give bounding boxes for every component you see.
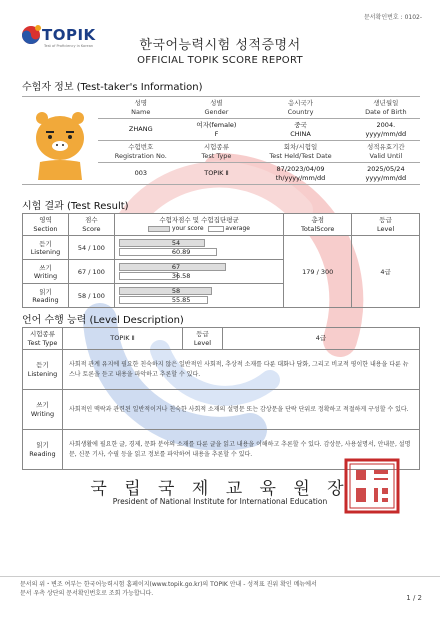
- bar-yours-fill: [120, 288, 211, 294]
- regno-header-ko: 수험번호: [128, 143, 154, 152]
- legend-label-yours: your score: [172, 225, 204, 233]
- section-title-result: 시험 결과 (Test Result): [22, 201, 129, 212]
- result-bars: [114, 284, 283, 308]
- validity-value: 2025/05/24 yyyy/mm/dd: [352, 163, 420, 185]
- level-value: 4급: [352, 236, 420, 308]
- gender-header-en: Gender: [204, 107, 229, 116]
- bar-yours-label: 67: [171, 263, 181, 271]
- regno-value: 003: [98, 163, 184, 185]
- title-english: OFFICIAL TOPIK SCORE REPORT: [137, 55, 303, 66]
- photo-cell: [22, 97, 98, 185]
- test-taker-info-table: [22, 96, 420, 185]
- bar-average-label: 36.58: [171, 272, 191, 280]
- level-area-description: 사회생활에 필요한 글, 경제, 문화 분야의 소재를 다룬 글을 읽고 내용을 이해하고 추론할 수 있다. 감상문, 사용설명서, 안내문, 설명문, 신문 기사, 수필 등을 읽고 정보를 파악하여 내용을 추론할 수 있다.: [63, 430, 420, 470]
- president-title-english: President of National Institute for International Education: [112, 497, 328, 506]
- bar-average-label: 55.85: [171, 296, 191, 304]
- regno-header-en: Registration No.: [114, 151, 167, 160]
- gender-header-ko: 성별: [210, 99, 223, 108]
- test-result-table: [22, 213, 420, 308]
- legend-swatch-yours: [148, 226, 170, 232]
- footer-line-1: 문서의 위・변조 여부는 한국어능력시험 홈페이지(www.topik.go.kr)의 TOPIK 안내 - 성적표 진위 확인 메뉴에서: [20, 581, 317, 588]
- level-area-name: 쓰기 Writing: [23, 390, 63, 430]
- validity-header-ko: 성적유효기간: [367, 143, 405, 152]
- document-number: 문서확인번호 : 0102-: [363, 14, 422, 21]
- bar-average-fill: [120, 249, 216, 255]
- name-value: ZHANG: [98, 119, 184, 141]
- level-testtype-label: 시험종류 Test Type: [23, 328, 63, 350]
- level-area-name: 읽기 Reading: [23, 430, 63, 470]
- bar-yours: [119, 239, 206, 247]
- result-row-listening: [23, 236, 420, 260]
- section-column-header: 영역 Section: [23, 214, 69, 236]
- legend-swatch-average: [208, 226, 224, 232]
- logo-tagline: Test of Proficiency in Korean: [44, 44, 94, 48]
- result-score: 67 / 100: [68, 260, 114, 284]
- bar-average: [119, 296, 209, 304]
- applicant-photo: [30, 100, 90, 180]
- level-area-name: 듣기 Listening: [23, 350, 63, 390]
- country-header-en: Country: [287, 107, 314, 116]
- official-seal-icon: [344, 458, 400, 514]
- bar-average: [119, 248, 217, 256]
- level-description-table: [22, 327, 420, 470]
- bar-yours-label: 54: [171, 239, 181, 247]
- result-section-name: 듣기 Listening: [23, 236, 69, 260]
- result-bars: [114, 236, 283, 260]
- chart-legend: [115, 225, 283, 233]
- gender-value: 여자(female) F: [184, 119, 250, 141]
- dob-header-en: Date of Birth: [365, 107, 407, 116]
- level-level-label: 등급 Level: [183, 328, 223, 350]
- name-header-ko: 성명: [134, 99, 148, 108]
- bar-average-fill: [120, 297, 208, 303]
- bar-average-fill: [120, 273, 177, 279]
- level-column-header: 등급 Level: [352, 214, 420, 236]
- country-header-ko: 응시국가: [287, 99, 314, 108]
- result-bars: [114, 260, 283, 284]
- result-score: 54 / 100: [68, 236, 114, 260]
- section-title-info: 수험자 정보 (Test-taker's Information): [22, 82, 203, 93]
- title-korean: 한국어능력시험 성적증명서: [139, 38, 301, 53]
- section-title-level: 언어 수행 능력 (Level Description): [22, 315, 184, 326]
- score-column-header: 점수 Score: [68, 214, 114, 236]
- validity-header-en: Valid Until: [369, 151, 403, 160]
- level-row-writing: [23, 390, 420, 430]
- testtype-value: TOPIK Ⅱ: [184, 163, 250, 185]
- country-value: 중국 CHINA: [249, 119, 351, 141]
- legend-label-average: average: [225, 225, 250, 233]
- president-title-korean: 국 립 국 제 교 육 원 장: [90, 479, 350, 499]
- result-score: 58 / 100: [68, 284, 114, 308]
- dob-header-ko: 생년월일: [373, 99, 399, 108]
- level-testtype-value: TOPIK Ⅱ: [63, 328, 183, 350]
- testtype-header-ko: 시험종류: [203, 143, 229, 152]
- level-row-listening: [23, 350, 420, 390]
- testdate-header-ko: 회차/시험일: [283, 143, 318, 152]
- dob-value: 2004. yyyy/mm/dd: [352, 119, 420, 141]
- footer-notice: [20, 580, 400, 598]
- footer-line-2: 문서 우측 상단의 문서확인번호로 조회 가능합니다.: [20, 590, 154, 597]
- testdate-value: 87/2023/04/09 th/yyyy/mm/dd: [249, 163, 351, 185]
- testdate-header-en: Test Held/Test Date: [269, 151, 332, 160]
- level-level-value: 4급: [223, 328, 420, 350]
- bar-average-label: 60.89: [171, 248, 191, 256]
- bar-yours: [119, 287, 212, 295]
- footer-divider: [0, 576, 440, 577]
- total-score: 179 / 300: [284, 236, 352, 308]
- result-section-name: 읽기 Reading: [23, 284, 69, 308]
- page-number: 1 / 2: [406, 594, 422, 602]
- bar-average: [119, 272, 191, 280]
- bar-yours-fill: [120, 240, 205, 246]
- name-header-en: Name: [131, 107, 151, 116]
- level-area-description: 사회적 관계 유지에 필요한 친숙하지 않은 일반적인 사회적, 추상적 소재를 다룬 대화나 담화, 그리고 비교적 평이한 내용을 다룬 뉴스나 토론을 듣고 내용을 파악하고 추론할 수 있다.: [63, 350, 420, 390]
- bar-yours-label: 58: [171, 287, 181, 295]
- result-section-name: 쓰기 Writing: [23, 260, 69, 284]
- level-area-description: 사회적인 맥락과 관련된 일반적이거나 친숙한 사회적 소재의 설명문 또는 감상문을 단락 단위로 정확하고 적절하게 구성할 수 있다.: [63, 390, 420, 430]
- testtype-header-en: Test Type: [201, 151, 232, 160]
- logo-wordmark: TOPIK: [42, 26, 96, 44]
- total-column-header: 총점 TotalScore: [284, 214, 352, 236]
- chart-header-title: 수험자점수 및 수험집단평균: [159, 216, 239, 225]
- bar-yours: [119, 263, 227, 271]
- chart-column-header: [114, 214, 283, 236]
